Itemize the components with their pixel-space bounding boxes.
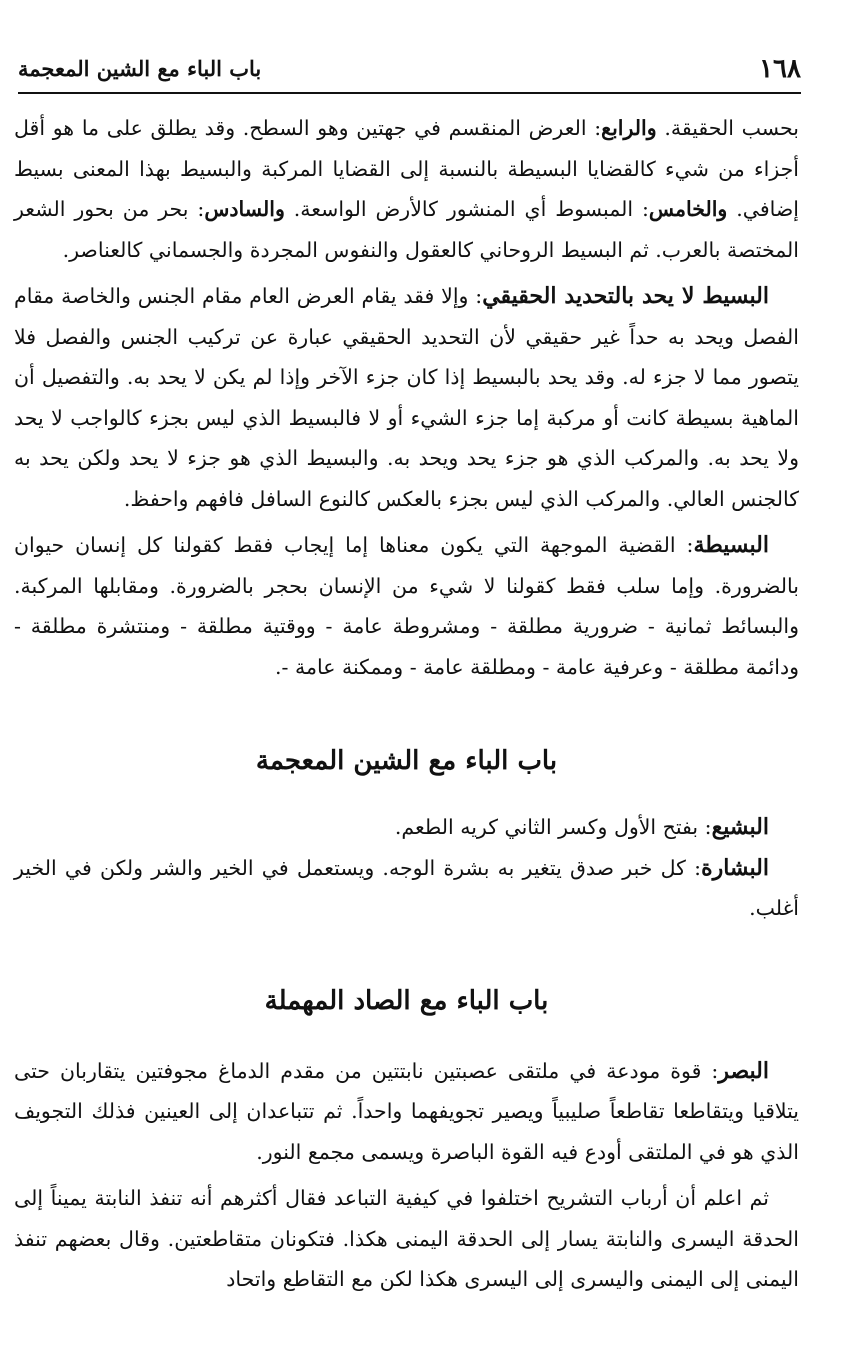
entry-basita	[14, 525, 799, 687]
entry-basar	[14, 1051, 799, 1173]
entry-bishara	[14, 848, 799, 929]
entry-text: : القضية الموجهة التي يكون معناها إما إيجاب فقط كقولنا كل إنسان حيوان بالضرورة. وإما سلب فقط كقولنا لا شيء من الإنسان بحجر بالضرورة. ومقابلها المركبة. والبسائط ثمانية - ضرورية مطلقة - ومشروطة عامة - ووقتية مطلقة - ومنتشرة مطلقة - ودائمة مطلقة - وعرفية عامة - ومطلقة عامة - وممكنة عامة -.	[14, 533, 799, 679]
entry-term: البسيطة	[693, 532, 769, 558]
paragraph-basit-continuation	[14, 108, 799, 270]
section-heading-ba-sad: باب الباء مع الصاد المهملة	[264, 985, 549, 1016]
sub-term-sixth: والسادس	[204, 197, 285, 221]
page-body	[14, 108, 799, 1300]
paragraph-text: : المبسوط أي المنشور كالأرض الواسعة.	[284, 197, 649, 221]
paragraph-text: بحسب الحقيقة.	[656, 116, 799, 140]
entry-term: البشيع	[711, 814, 769, 840]
entry-basit-definition	[14, 276, 799, 519]
entry-text: : كل خبر صدق يتغير به بشرة الوجه. ويستعمل في الخير والشر ولكن في الخير أغلب.	[14, 855, 799, 920]
entry-term: البصر	[718, 1057, 769, 1084]
sub-term-fifth: والخامس	[648, 197, 728, 221]
page-number: ١٦٨	[759, 54, 801, 84]
entry-term: البشارة	[701, 854, 769, 881]
section-heading-ba-shin: باب الباء مع الشين المعجمة	[255, 746, 558, 776]
entry-text: : بفتح الأول وكسر الثاني كريه الطعم.	[394, 815, 712, 839]
entry-text: : قوة مودعة في ملتقى عصبتين نابتتين من مقدم الدماغ مجوفتين يتقاربان حتى يتلاقيا ويتقاطعا تقاطعاً صليبياً ويصير تجويفهما واحداً. ثم تتباعدان إلى العينين فذلك التجويف الذي هو في الملتقى أودع فيه القوة الباصرة ويسمى مجمع النور.	[14, 1058, 799, 1164]
paragraph-text: : العرض المنقسم في جهتين وهو السطح. وقد يطلق على ما هو أقل أجزاء من شيء كالقضايا البسيطة بالنسبة إلى القضايا المركبة والبسيط بهذا المعنى بسيط إضافي.	[14, 116, 799, 221]
paragraph-basar-continuation: ثم اعلم أن أرباب التشريح اختلفوا في كيفية التباعد فقال أكثرهم أنه تنفذ النابتة يميناً إلى الحدقة اليسرى والنابتة يسار إلى الحدقة اليمنى هكذا. فتكونان متقاطعتين. وقال بعضهم تنفذ اليمنى إلى اليمنى واليسرى إلى اليسرى هكذا لكن مع التقاطع واتحاد	[14, 1186, 799, 1291]
running-title: باب الباء مع الشين المعجمة	[18, 56, 262, 81]
paragraph-text: : بحر من بحور الشعر المختصة بالعرب. ثم البسيط الروحاني كالعقول والنفوس المجردة والجسماني كالعناصر.	[14, 197, 799, 262]
entry-text: : وإلا فقد يقام العرض العام مقام الجنس والخاصة مقام الفصل ويحد به حداً غير حقيقي لأن التحديد الحقيقي عبارة عن تركيب الجنس والفصل فلا يتصور مما لا جزء له. وقد يحد بالبسيط إذا كان جزء الآخر وإذا لم يكن لا يحد به. والتفصيل أن الماهية بسيطة كانت أو مركبة إما جزء الشيء أو لا فالبسيط الذي ليس بجزء كالواجب لا يحد ولا يحد به. والمركب الذي هو جزء يحد ويحد به. والبسيط الذي هو جزء لا يحد ولكن يحد به كالجنس العالي. والمركب الذي ليس بجزء بالعكس كالنوع السافل فافهم واحفظ.	[14, 284, 799, 511]
entry-bashi	[14, 807, 799, 848]
sub-term-fourth: والرابع	[601, 116, 657, 140]
page-header	[18, 52, 801, 94]
entry-term: البسيط لا يحد بالتحديد الحقيقي	[482, 283, 769, 309]
